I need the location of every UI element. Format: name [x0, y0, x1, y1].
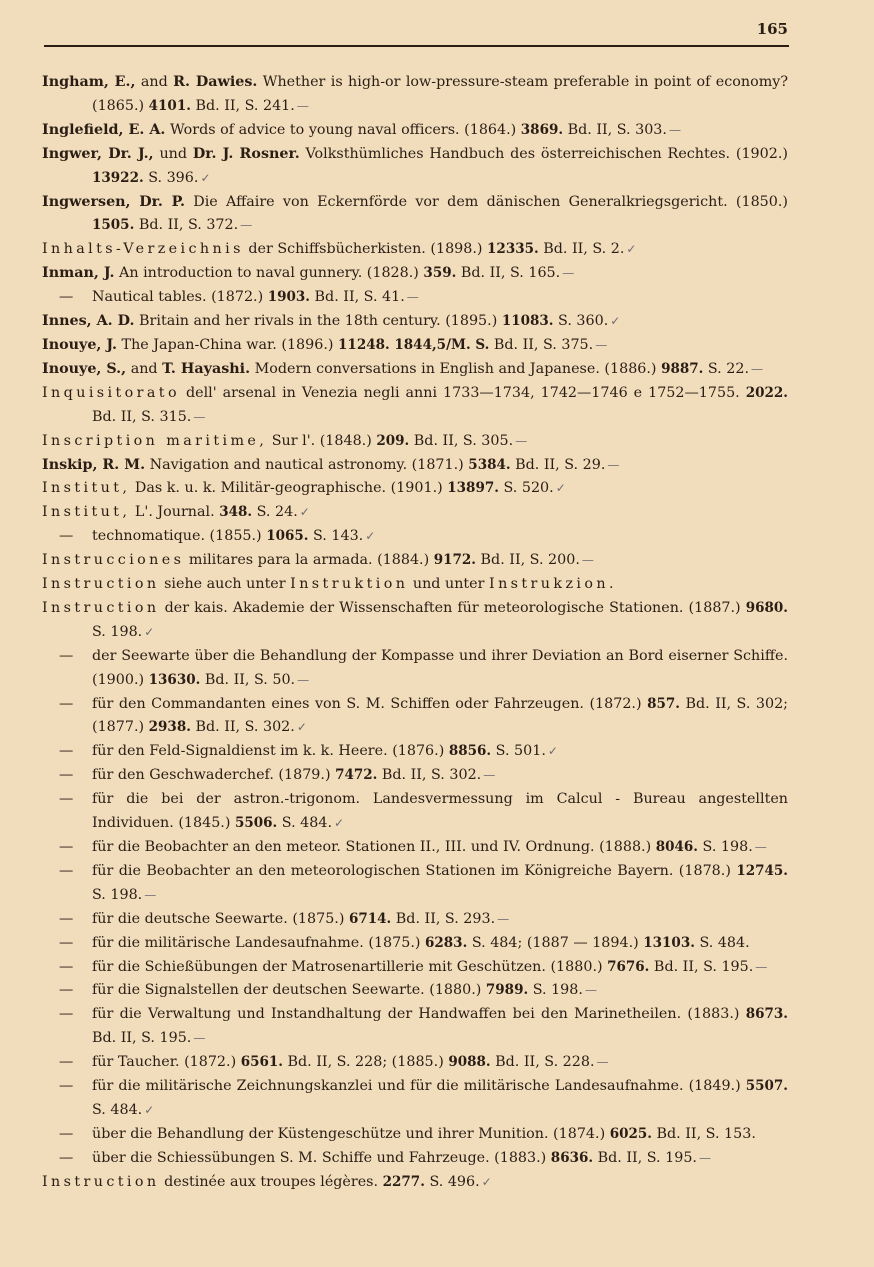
continuation-dash: —: [59, 1054, 74, 1071]
check-mark-icon: —: [595, 337, 607, 352]
check-mark-icon: ✓: [610, 314, 620, 329]
entry-catalog-number: 5384.: [468, 456, 511, 473]
entry-location: Bd. II, S. 372.: [134, 217, 239, 234]
catalog-entry: [42, 334, 788, 358]
catalog-entry: [42, 430, 788, 454]
entry-location: S. 484.: [694, 934, 750, 951]
entry-location: S. 24.: [252, 504, 298, 521]
entry-list: [42, 71, 788, 1195]
entry-location: Bd. II, S. 29.: [510, 456, 606, 473]
entry-location: Bd. II, S. 195.: [649, 958, 754, 975]
check-mark-icon: ✓: [144, 624, 154, 639]
catalog-entry: [42, 860, 788, 908]
check-mark-icon: —: [483, 768, 495, 783]
entry-location: Bd. II, S. 293.: [391, 910, 496, 927]
entry-title: für die Signalstellen der deutschen Seewarte. (1880.): [92, 982, 486, 999]
entry-location: Bd. II, S. 41.: [310, 289, 405, 306]
catalog-entry: [42, 1051, 788, 1075]
catalog-entry: [42, 310, 788, 334]
entry-location: Bd. II, S. 195.: [593, 1149, 697, 1166]
entry-title: für Taucher. (1872.): [92, 1054, 241, 1071]
catalog-entry: [42, 597, 788, 645]
entry-location: Bd. II, S. 2.: [538, 241, 625, 258]
entry-catalog-number: 1505.: [92, 217, 135, 234]
entry-location: S. 198.: [92, 886, 143, 903]
entry-catalog-number: 2277.: [382, 1173, 425, 1190]
check-mark-icon: —: [751, 361, 762, 376]
entry-author: Inglefield, E. A.: [42, 121, 166, 138]
catalog-entry: [42, 693, 788, 741]
entry-title: für die Verwaltung und Instandhaltung der Handwaffen bei den Marinetheilen. (1883.): [92, 1006, 746, 1023]
entry-title: The Japan-China war. (1896.): [117, 336, 339, 353]
catalog-entry: [42, 477, 788, 501]
check-mark-icon: ✓: [481, 1174, 491, 1189]
continuation-dash: —: [59, 647, 74, 664]
page-number: 165: [756, 20, 788, 38]
entry-author: Inouye, J.: [42, 336, 118, 353]
entry-catalog-number: 3869.: [520, 121, 564, 138]
check-mark-icon: —: [755, 959, 767, 974]
entry-catalog-number: 6025.: [609, 1125, 652, 1142]
entry-location: Bd. II, S. 241.: [190, 97, 295, 114]
catalog-entry: [42, 525, 788, 549]
entry-location: Bd. II, S. 305.: [409, 432, 514, 449]
catalog-entry: [42, 1003, 788, 1051]
entry-location: S. 198.: [92, 623, 143, 640]
entry-keyword: Instruction: [42, 576, 160, 593]
entry-author: Inman, J.: [42, 265, 115, 282]
entry-keyword: Institut,: [42, 504, 131, 521]
continuation-dash: —: [59, 839, 74, 855]
continuation-dash: —: [59, 1125, 74, 1142]
entry-title: Navigation and nautical astronomy. (1871.): [145, 456, 469, 473]
entry-title: und unter: [408, 576, 490, 593]
continuation-dash: —: [59, 862, 74, 879]
entry-catalog-number: 8636.: [550, 1149, 594, 1166]
entry-location: S. 22.: [703, 360, 749, 377]
entry-title: Britain and her rivals in the 18th century. (1895.): [134, 313, 502, 330]
entry-location: S. 496.: [424, 1173, 480, 1190]
check-mark-icon: —: [497, 911, 509, 926]
catalog-entry: [42, 573, 788, 597]
check-mark-icon: ✓: [144, 1102, 154, 1117]
check-mark-icon: ✓: [334, 816, 344, 831]
entry-author: Ingham, E.,: [42, 74, 136, 90]
entry-title: Die Affaire von Eckernförde vor dem dänischen Generalkriegsgericht. (1850.): [184, 193, 788, 210]
entry-location: S. 360.: [553, 313, 609, 330]
entry-catalog-number: 8046.: [655, 839, 699, 855]
entry-keyword: Inquisitorato: [42, 384, 180, 401]
entry-keyword: Institut,: [42, 480, 131, 497]
entry-location: S. 484.: [277, 815, 333, 832]
entry-location: S. 198.: [698, 839, 753, 855]
check-mark-icon: ✓: [626, 242, 636, 257]
entry-catalog-number: 857.: [647, 695, 680, 712]
entry-title: L'. Journal.: [130, 504, 220, 521]
catalog-entry: [42, 979, 788, 1003]
check-mark-icon: —: [296, 98, 308, 113]
entry-title: der Schiffsbücherkisten. (1898.): [243, 241, 488, 258]
continuation-dash: —: [59, 1006, 74, 1023]
entry-title: militares para la armada. (1884.): [184, 552, 434, 569]
catalog-entry: [42, 238, 788, 262]
catalog-entry: [42, 1171, 788, 1195]
entry-location: S. 484.: [92, 1101, 143, 1118]
catalog-entry: [42, 932, 788, 956]
entry-coauthor: T. Hayashi.: [162, 360, 251, 377]
catalog-entry: [42, 286, 788, 310]
check-mark-icon: —: [754, 840, 766, 854]
entry-location: Bd. II, S. 315.: [92, 408, 192, 425]
check-mark-icon: —: [668, 122, 680, 137]
check-mark-icon: ✓: [365, 529, 375, 544]
check-mark-icon: ✓: [547, 744, 557, 759]
check-mark-icon: ✓: [200, 170, 210, 185]
catalog-entry: [42, 1147, 788, 1171]
entry-catalog-number: 13630.: [148, 671, 201, 688]
continuation-dash: —: [59, 982, 74, 999]
entry-catalog-number: 11248. 1844,5/M. S.: [338, 336, 490, 353]
entry-title: Volksthümliches Handbuch des österreichischen Rechtes. (1902.): [299, 145, 788, 162]
entry-catalog-number: 6714.: [348, 910, 392, 927]
entry-location: S. 143.: [308, 528, 364, 545]
entry-catalog-number: 13897.: [447, 480, 499, 497]
entry-title: über die Schiessübungen S. M. Schiffe und Fahrzeuge. (1883.): [92, 1149, 551, 1166]
catalog-entry: [42, 645, 788, 693]
check-mark-icon: —: [193, 1031, 205, 1046]
entry-catalog-number: 9088.: [448, 1054, 491, 1071]
entry-catalog-number: 6561.: [240, 1054, 283, 1071]
entry-catalog-number: 5506.: [234, 815, 278, 832]
entry-location: Bd. II, S. 165.: [456, 265, 561, 282]
entry-catalog-number: 13103.: [643, 934, 695, 951]
entry-keyword: Inhalts-Verzeichnis: [42, 241, 244, 258]
check-mark-icon: —: [562, 266, 574, 281]
entry-catalog-number: 12745.: [736, 862, 788, 879]
entry-title: Words of advice to young naval officers. (1864.): [165, 121, 521, 138]
check-mark-icon: —: [515, 433, 527, 448]
entry-title: für die bei der astron.-trigonom. Landesvermessung im Calcul - Bureau angestellten Individuen. (1845.): [92, 791, 788, 832]
catalog-entry: [42, 454, 788, 478]
catalog-entry: [42, 836, 788, 860]
entry-catalog-number: 359.: [423, 265, 457, 282]
entry-title: für die Beobachter an den meteor. Stationen II., III. und IV. Ordnung. (1888.): [92, 839, 656, 855]
continuation-dash: —: [59, 958, 74, 975]
check-mark-icon: —: [607, 457, 619, 472]
entry-catalog-number: 6283.: [425, 934, 468, 951]
catalog-entry: [42, 549, 788, 573]
entry-catalog-number: 2938.: [148, 719, 191, 736]
catalog-entry: [42, 119, 788, 143]
entry-location: S. 501.: [491, 743, 546, 760]
entry-title: destinée aux troupes légères.: [159, 1173, 383, 1190]
entry-catalog-number: 12335.: [487, 241, 539, 258]
entry-title: über die Behandlung der Küstengeschütze und ihrer Munition. (1874.): [92, 1125, 610, 1142]
entry-catalog-number: 1065.: [266, 528, 309, 545]
continuation-dash: —: [59, 289, 74, 306]
entry-location: Bd. II, S. 153.: [651, 1125, 756, 1142]
check-mark-icon: ✓: [555, 481, 565, 496]
entry-location: Bd. II, S. 195.: [92, 1030, 192, 1047]
entry-catalog-number: 7989.: [485, 982, 529, 999]
catalog-entry: [42, 764, 788, 788]
entry-author: Inouye, S.,: [42, 360, 127, 377]
entry-title: für den Commandanten eines von S. M. Schiffen oder Fahrzeugen. (1872.): [92, 695, 648, 712]
entry-catalog-number: 11083.: [501, 313, 554, 330]
check-mark-icon: —: [596, 1055, 608, 1070]
entry-location: Bd. II, S. 375.: [489, 336, 594, 353]
continuation-dash: —: [59, 1078, 74, 1095]
entry-catalog-number: 8856.: [448, 743, 492, 760]
entry-author: Ingwersen, Dr. P.: [42, 193, 185, 210]
entry-coauthor: Dr. J. Rosner.: [192, 145, 300, 162]
check-mark-icon: —: [297, 672, 309, 687]
entry-catalog-number: 348.: [219, 504, 253, 521]
entry-author: Inskip, R. M.: [42, 456, 146, 473]
entry-title: für die militärische Landesaufnahme. (1875.): [92, 934, 425, 951]
catalog-entry: [42, 71, 788, 119]
entry-title: Das k. u. k. Militär-geographische. (1901.): [130, 480, 448, 497]
check-mark-icon: —: [144, 887, 156, 902]
entry-title: für die Schießübungen der Matrosenartillerie mit Geschützen. (1880.): [92, 958, 608, 975]
entry-catalog-number: 9172.: [433, 552, 476, 569]
entry-title: für den Feld-Signaldienst im k. k. Heere. (1876.): [92, 743, 449, 760]
entry-catalog-number: 4101.: [148, 97, 191, 114]
entry-keyword: Instruktion: [290, 576, 409, 593]
check-mark-icon: —: [584, 983, 596, 998]
continuation-dash: —: [59, 695, 74, 712]
continuation-dash: —: [59, 743, 74, 760]
entry-keyword: Instruction: [42, 1173, 160, 1190]
entry-catalog-number: 9680.: [745, 599, 788, 616]
catalog-entry: [42, 358, 788, 382]
entry-title: für die Beobachter an den meteorologischen Stationen im Königreiche Bayern. (1878.): [92, 862, 737, 879]
entry-title: siehe auch unter: [159, 576, 291, 593]
catalog-entry: [42, 908, 788, 932]
entry-keyword: Inscription maritime,: [42, 432, 268, 449]
entry-title: Whether is high-or low-pressure-steam preferable in point of economy? (1865.): [92, 74, 788, 114]
header-rule: [44, 45, 789, 47]
entry-catalog-number: 5507.: [745, 1078, 788, 1095]
entry-location: S. 396.: [143, 169, 199, 186]
entry-location: Bd. II, S. 200.: [476, 552, 580, 569]
entry-catalog-number: 1903.: [267, 289, 310, 306]
entry-location: Bd. II, S. 228.: [490, 1054, 595, 1071]
check-mark-icon: —: [581, 553, 593, 568]
entry-location: Bd. II, S. 302.: [377, 767, 482, 784]
catalog-entry: [42, 788, 788, 836]
continuation-dash: —: [59, 767, 74, 784]
entry-location: Bd. II, S. 302; (1877.): [92, 695, 789, 736]
entry-catalog-number: 7472.: [335, 767, 378, 784]
catalog-entry: [42, 143, 788, 191]
catalog-entry: [42, 382, 788, 430]
entry-title: für die deutsche Seewarte. (1875.): [92, 910, 349, 927]
entry-keyword: Instrukzion.: [489, 576, 617, 593]
entry-title: der kais. Akademie der Wissenschaften für meteorologische Stationen. (1887.): [159, 599, 746, 616]
continuation-dash: —: [59, 934, 74, 951]
entry-keyword: Instruction: [42, 599, 160, 616]
entry-title: der Seewarte über die Behandlung der Kompasse und ihrer Deviation an Bord eiserner Schiffe. (1900.): [92, 647, 788, 688]
catalog-entry: [42, 1075, 788, 1123]
check-mark-icon: ✓: [296, 720, 306, 735]
entry-location: S. 198.: [528, 982, 583, 999]
catalog-entry: [42, 956, 788, 980]
entry-location: S. 520.: [498, 480, 554, 497]
entry-catalog-number: 13922.: [92, 169, 144, 186]
entry-location: Bd. II, S. 228; (1885.): [282, 1054, 449, 1071]
entry-conjunction: und: [153, 145, 193, 162]
check-mark-icon: ✓: [299, 505, 309, 520]
continuation-dash: —: [59, 910, 74, 927]
entry-title: für den Geschwaderchef. (1879.): [92, 767, 336, 784]
entry-catalog-number: 209.: [376, 432, 410, 449]
catalog-entry: [42, 1123, 788, 1147]
entry-catalog-number: 7676.: [607, 958, 650, 975]
continuation-dash: —: [59, 791, 74, 808]
check-mark-icon: —: [698, 1150, 710, 1165]
catalog-entry: [42, 740, 788, 764]
entry-catalog-number: 8673.: [745, 1006, 788, 1023]
entry-title: Modern conversations in English and Japanese. (1886.): [250, 360, 662, 377]
entry-location: S. 484; (1887 — 1894.): [467, 934, 644, 951]
entry-author: Ingwer, Dr. J.,: [42, 145, 154, 162]
entry-title: An introduction to naval gunnery. (1828.): [114, 265, 424, 282]
entry-title: technomatique. (1855.): [92, 528, 267, 545]
entry-coauthor: R. Dawies.: [173, 74, 258, 90]
check-mark-icon: —: [193, 409, 205, 424]
entry-author: Innes, A. D.: [42, 313, 135, 330]
entry-title: Sur l'. (1848.): [267, 432, 377, 449]
catalog-entry: [42, 501, 788, 525]
catalog-entry: [42, 191, 788, 239]
entry-location: Bd. II, S. 303.: [563, 121, 667, 138]
entry-keyword: Instrucciones: [42, 552, 185, 569]
check-mark-icon: —: [406, 290, 418, 305]
entry-location: Bd. II, S. 50.: [200, 671, 296, 688]
entry-title: für die militärische Zeichnungskanzlei und für die militärische Landesaufnahme. (1849.): [92, 1078, 746, 1095]
entry-conjunction: and: [135, 74, 174, 90]
continuation-dash: —: [59, 1149, 74, 1166]
entry-conjunction: and: [126, 360, 163, 377]
check-mark-icon: —: [240, 218, 252, 233]
continuation-dash: —: [59, 528, 74, 545]
entry-location: Bd. II, S. 302.: [190, 719, 295, 736]
entry-catalog-number: 2022.: [745, 384, 788, 401]
entry-catalog-number: 9887.: [661, 360, 704, 377]
catalog-entry: [42, 262, 788, 286]
entry-title: Nautical tables. (1872.): [92, 289, 268, 306]
entry-title: dell' arsenal in Venezia negli anni 1733—1734, 1742—1746 e 1752—1755.: [179, 384, 746, 401]
